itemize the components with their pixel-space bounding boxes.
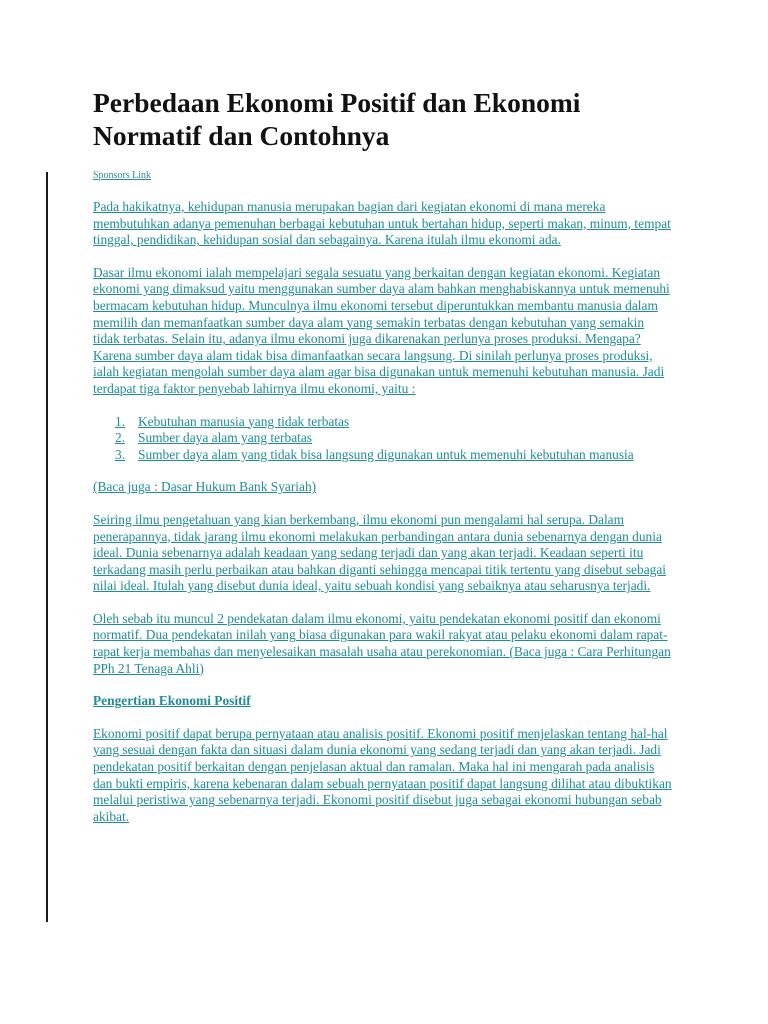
- sponsors-link[interactable]: Sponsors Link: [93, 170, 152, 181]
- list-number: 1.: [115, 413, 126, 429]
- list-number: 2.: [115, 430, 126, 446]
- list-text: Sumber daya alam yang tidak bisa langsung digunakan untuk memenuhi kebutuhan manusia: [138, 446, 634, 462]
- paragraph-seiring[interactable]: Seiring ilmu pengetahuan yang kian berkembang, ilmu ekonomi pun mengalami hal serupa. Dalam penerapannya, tidak jarang ilmu ekonomi melakukan perbandingan antara dunia sebenarnya dengan dunia ideal. Dunia sebenarnya adalah keadaan yang sedang terjadi dan yang akan terjadi. Keadaan seperti itu terkadang masih perlu perbaikan atau bahkan diganti sehingga mencapai titik tertentu yang disebut sebagai nilai ideal. Itulah yang disebut dunia ideal, yaitu sebuah kondisi yang sebaiknya atau seharusnya terjadi.: [93, 511, 666, 594]
- list-text: Sumber daya alam yang terbatas: [138, 430, 313, 446]
- list-item[interactable]: [93, 447, 673, 464]
- list-text: Kebutuhan manusia yang tidak terbatas: [138, 413, 350, 429]
- paragraph-dasar[interactable]: Dasar ilmu ekonomi ialah mempelajari segala sesuatu yang berkaitan dengan kegiatan ekonomi. Kegiatan ekonomi yang dimaksud yaitu menggunakan sumber daya alam bahkan menghabiskannya untuk memenuhi bermacam kebutuhan hidup. Munculnya ilmu ekonomi tersebut diperuntukkan membantu manusia dalam memilih dan memanfaatkan sumber daya alam yang semakin terbatas dengan kebutuhan yang semakin tidak terbatas. Selain itu, adanya ilmu ekonomi juga dikarenakan perlunya proses produksi. Mengapa? Karena sumber daya alam tidak bisa dimanfaatkan secara langsung. Di sinilah perlunya proses produksi, ialah kegiatan mengolah sumber daya alam agar bisa digunakan untuk memenuhi kebutuhan manusia. Jadi terdapat tiga faktor penyebab lahirnya ilmu ekonomi, yaitu :: [93, 264, 670, 396]
- list-item[interactable]: [93, 414, 673, 431]
- page-title: Perbedaan Ekonomi Positif dan Ekonomi Normatif dan Contohnya: [93, 87, 581, 151]
- paragraph-intro[interactable]: Pada hakikatnya, kehidupan manusia merupakan bagian dari kegiatan ekonomi di mana mereka membutuhkan adanya pemenuhan berbagai kebutuhan untuk bertahan hidup, seperti makan, minum, tempat tinggal, pendidikan, kehidupan sosial dan sebagainya. Karena itulah ilmu ekonomi ada.: [93, 199, 671, 248]
- article-body: [93, 170, 673, 841]
- factor-list: [93, 414, 673, 464]
- list-item[interactable]: [93, 430, 673, 447]
- margin-bar: [46, 172, 48, 922]
- section-heading[interactable]: Pengertian Ekonomi Positif: [93, 693, 251, 709]
- list-number: 3.: [115, 446, 126, 462]
- paragraph-pendekatan[interactable]: Oleh sebab itu muncul 2 pendekatan dalam ilmu ekonomi, yaitu pendekatan ekonomi positif dan ekonomi normatif. Dua pendekatan inilah yang biasa digunakan para wakil rakyat atau pelaku ekonomi dalam rapat-rapat kerja membahas dan menyelesaikan masalah usaha atau perekonomian. (Baca juga : Cara Perhitungan PPh 21 Tenaga Ahli): [93, 610, 671, 676]
- paragraph-ekonomi-positif[interactable]: Ekonomi positif dapat berupa pernyataan atau analisis positif. Ekonomi positif menjelaskan tentang hal-hal yang sesuai dengan fakta dan situasi dalam dunia ekonomi yang sedang terjadi dan yang akan terjadi. Jadi pendekatan positif berkaitan dengan penjelasan aktual dan ramalan. Maka hal ini mengarah pada analisis dan bukti empiris, karena kebenaran dalam sebuah pernyataan positif dapat langsung dilihat atau dibuktikan melalui peristiwa yang sebenarnya terjadi. Ekonomi positif disebut juga sebagai ekonomi hubungan sebab akibat.: [93, 725, 672, 824]
- baca-juga-link[interactable]: (Baca juga : Dasar Hukum Bank Syariah): [93, 479, 317, 495]
